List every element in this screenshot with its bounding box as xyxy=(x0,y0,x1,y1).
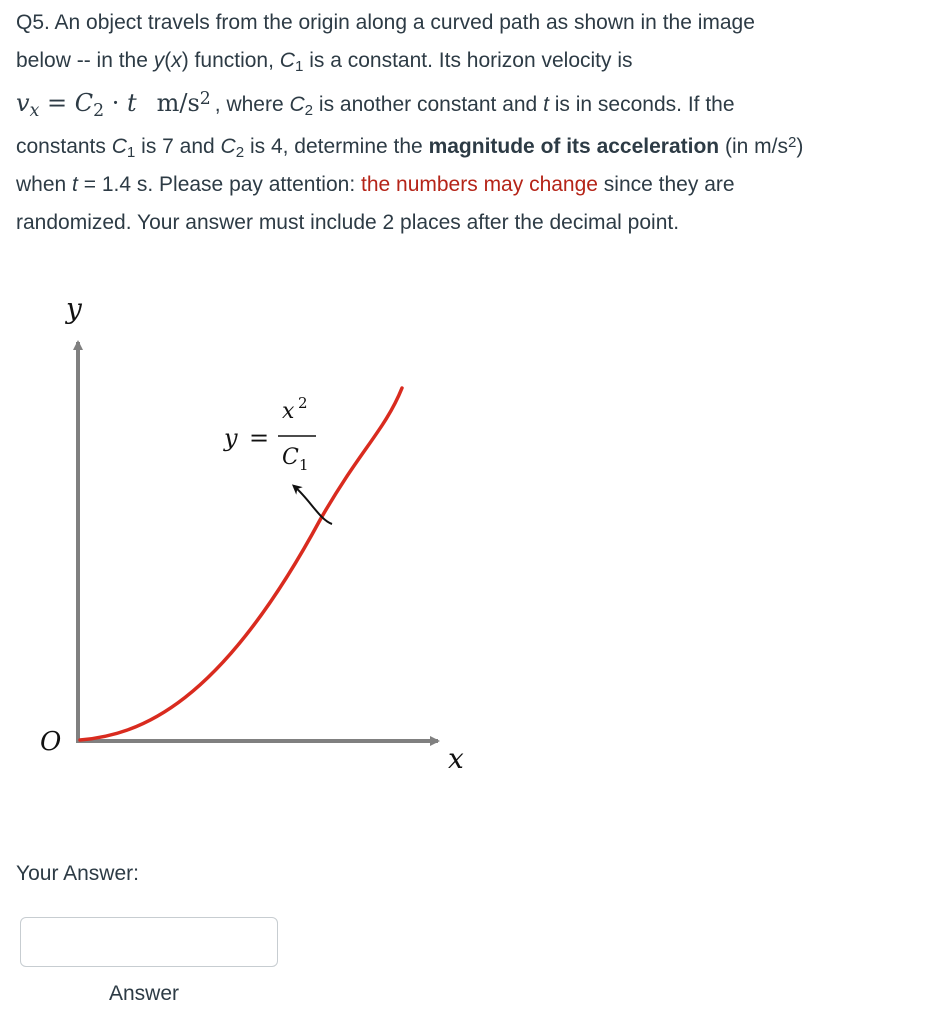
question-line-formula: $v_x = C_2 \cdot t$ $m/s^2$ , where $C_2$ is another constant and t is in seconds. If the xyxy=(16,88,735,121)
question-line-5: when t = 1.4 s. Please pay attention: the numbers may change since they are xyxy=(16,173,735,196)
y-axis-label: y xyxy=(66,292,82,325)
x-axis-label: x xyxy=(448,742,464,775)
answer-input[interactable] xyxy=(20,917,278,967)
equation-numerator-exponent: 2 xyxy=(298,394,308,412)
answer-caption: Answer xyxy=(109,982,180,1005)
equation-pointer-arrow xyxy=(295,487,332,524)
path-diagram xyxy=(30,280,470,780)
equation-denominator-subscript: 1 xyxy=(299,456,309,474)
velocity-formula: $v_x = C_2 \cdot t$ $m/s^2$ xyxy=(16,88,211,121)
equation-y: y xyxy=(224,424,238,452)
parabola-curve xyxy=(80,388,402,740)
randomized-warning: the numbers may change xyxy=(361,173,598,196)
equation-numerator: x xyxy=(282,399,295,424)
question-line-1: Q5. An object travels from the origin along a curved path as shown in the image below -- in the y(x) function, $C_1$ is a constant. Its horizon velocity is xyxy=(16,11,755,76)
question-text xyxy=(16,4,932,242)
acceleration-emphasis: magnitude of its acceleration xyxy=(428,135,720,158)
equation-denominator: C xyxy=(282,445,299,470)
question-line-4: constants $C_1$ is 7 and $C_2$ is 4, determine the magnitude of its acceleration (in $m/s^2$) xyxy=(16,133,804,162)
origin-label: O xyxy=(40,727,62,757)
your-answer-label: Your Answer: xyxy=(16,862,139,885)
question-line-6: randomized. Your answer must include 2 places after the decimal point. xyxy=(16,211,680,234)
equation-equals: = xyxy=(249,424,270,452)
curve-equation xyxy=(223,394,316,474)
